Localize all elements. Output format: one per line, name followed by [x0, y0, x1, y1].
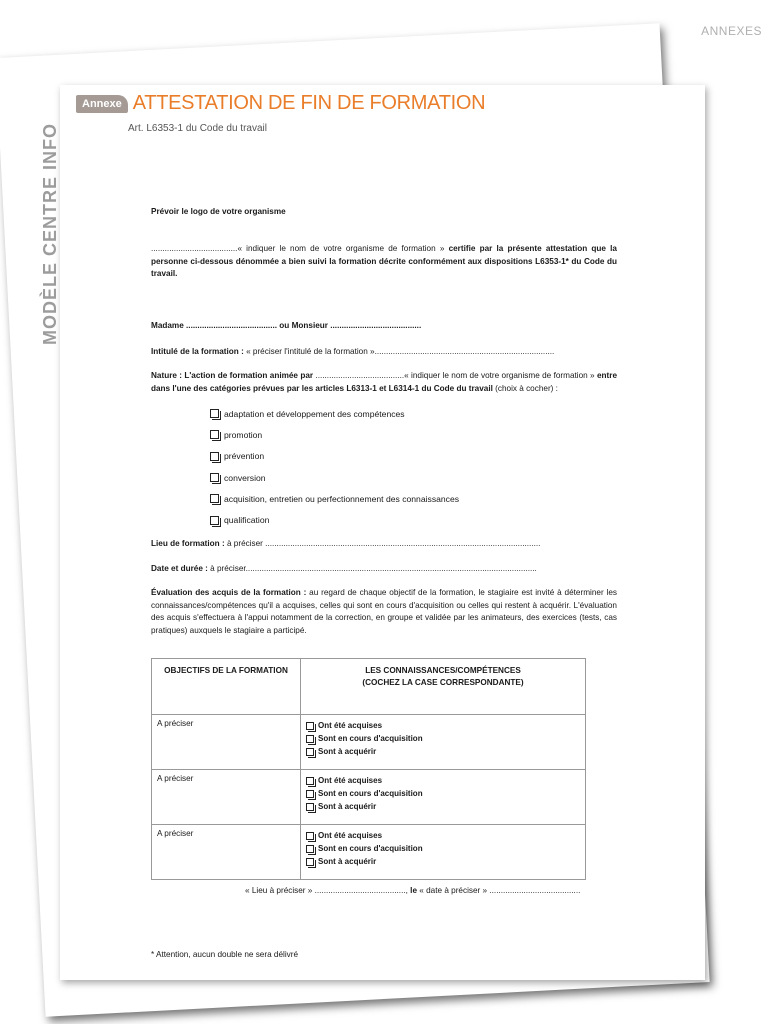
document-header — [76, 92, 485, 115]
checkbox-icon[interactable] — [306, 858, 314, 866]
intro-bold: certifie par la présente attestation que la personne ci-dessous dénommée a bien suivi la formation décrite conformément aux dispositions L6353-1* du Code du travail. — [151, 244, 617, 278]
lieu-value: à préciser ......................................................................................................................... — [224, 539, 541, 548]
checkbox-icon[interactable] — [306, 790, 314, 798]
checkbox-icon[interactable] — [306, 832, 314, 840]
footnote: * Attention, aucun double ne sera délivré — [151, 950, 299, 959]
category-item[interactable] — [210, 509, 459, 530]
option-item[interactable] — [306, 719, 580, 732]
option-label: Sont à acquérir — [318, 802, 377, 811]
header-skills-line1: LES CONNAISSANCES/COMPÉTENCES — [365, 666, 521, 675]
date-label: Date et durée : — [151, 564, 208, 573]
nature-paragraph — [151, 370, 617, 395]
category-label: adaptation et développement des compétences — [224, 408, 405, 419]
lieu-label: Lieu de formation : — [151, 539, 225, 548]
annexes-label: ANNEXES — [701, 24, 762, 38]
nature-bold: entre dans l'une des catégories prévues par les articles L6313-1 et L6314-1 du Code du travail — [151, 371, 617, 393]
category-label: conversion — [224, 472, 266, 483]
category-checklist — [210, 403, 459, 531]
option-label: Ont été acquises — [318, 776, 383, 785]
option-item[interactable] — [306, 855, 580, 868]
signature-lieu: « Lieu à préciser » ........................................, — [245, 886, 408, 895]
signature-le: le — [407, 886, 418, 895]
checkbox-icon[interactable] — [306, 748, 314, 756]
evaluation-label: Évaluation des acquis de la formation : — [151, 588, 307, 597]
category-label: qualification — [224, 515, 270, 526]
table-header-objectives: OBJECTIFS DE LA FORMATION — [152, 659, 301, 715]
option-item[interactable] — [306, 787, 580, 800]
option-label: Sont à acquérir — [318, 857, 377, 866]
category-item[interactable] — [210, 446, 459, 467]
checkbox-icon[interactable] — [210, 473, 219, 482]
option-label: Sont en cours d'acquisition — [318, 734, 423, 743]
date-line — [151, 563, 617, 576]
intitule-line — [151, 346, 617, 359]
signature-line — [245, 886, 580, 895]
table-header-skills — [301, 659, 586, 715]
option-item[interactable] — [306, 774, 580, 787]
checkbox-icon[interactable] — [210, 494, 219, 503]
table-row — [152, 770, 586, 825]
logo-note: Prévoir le logo de votre organisme — [151, 207, 286, 216]
nature-label: Nature : L'action de formation animée par — [151, 371, 314, 380]
evaluation-text: au regard de chaque objectif de la formation, le stagiaire est invité à déterminer les connaissances/compétences qu'il a acquises, celles qui sont en cours d'acquisition ou celles qui restent à acquérir. L'évaluation des acquis s'effectuera à l'appui notamment de la correction, en groupe et validée par les animateurs, des exercices (tests, cas pratiques) auxquels le stagiaire a participé. — [151, 588, 617, 635]
category-label: promotion — [224, 429, 263, 440]
category-item[interactable] — [210, 488, 459, 509]
category-item[interactable] — [210, 424, 459, 445]
document-title: ATTESTATION DE FIN DE FORMATION — [132, 92, 486, 114]
option-label: Ont été acquises — [318, 721, 383, 730]
options-cell — [301, 825, 586, 880]
category-item[interactable] — [210, 467, 459, 488]
checkbox-icon[interactable] — [306, 722, 314, 730]
option-item[interactable] — [306, 842, 580, 855]
intro-paragraph — [151, 243, 617, 281]
option-item[interactable] — [306, 745, 580, 758]
table-header-row — [152, 659, 586, 715]
option-label: Sont en cours d'acquisition — [318, 844, 423, 853]
madame-line: Madame ........................................ ou Monsieur ........................................ — [151, 321, 422, 330]
category-item[interactable] — [210, 403, 459, 424]
options-cell — [301, 715, 586, 770]
signature-date: « date à préciser » ........................................ — [417, 886, 581, 895]
checkbox-icon[interactable] — [306, 845, 314, 853]
checkbox-icon[interactable] — [210, 409, 219, 418]
options-cell — [301, 770, 586, 825]
table-row — [152, 825, 586, 880]
nature-dots: ....................................... — [313, 371, 405, 380]
checkbox-icon[interactable] — [210, 430, 219, 439]
category-label: prévention — [224, 451, 265, 462]
nature-tail: (choix à cocher) : — [492, 383, 558, 393]
objective-cell: A préciser — [152, 770, 301, 825]
option-item[interactable] — [306, 800, 580, 813]
checkbox-icon[interactable] — [306, 803, 314, 811]
intro-indication: « indiquer le nom de votre organisme de formation » — [237, 244, 445, 253]
intitule-value: « préciser l'intitulé de la formation »............................................................................... — [243, 347, 555, 356]
date-value: à préciser................................................................................................................................ — [207, 564, 537, 573]
objective-cell: A préciser — [152, 715, 301, 770]
evaluation-table — [151, 658, 586, 880]
option-item[interactable] — [306, 732, 580, 745]
nature-indication: « indiquer le nom de votre organisme de formation » — [404, 371, 595, 380]
intro-dots: ...................................... — [151, 244, 238, 253]
objective-cell: A préciser — [152, 825, 301, 880]
option-item[interactable] — [306, 829, 580, 842]
side-label: MODÈLE CENTRE INFO — [40, 122, 60, 345]
option-label: Sont en cours d'acquisition — [318, 789, 423, 798]
option-label: Ont été acquises — [318, 831, 383, 840]
annexe-tag: Annexe — [76, 95, 128, 113]
intitule-label: Intitulé de la formation : — [151, 347, 244, 356]
checkbox-icon[interactable] — [210, 452, 219, 461]
document-subtitle: Art. L6353-1 du Code du travail — [128, 123, 267, 134]
header-skills-line2: (COCHEZ LA CASE CORRESPONDANTE) — [362, 678, 524, 687]
checkbox-icon[interactable] — [306, 777, 314, 785]
checkbox-icon[interactable] — [210, 516, 219, 525]
table-row — [152, 715, 586, 770]
option-label: Sont à acquérir — [318, 747, 377, 756]
checkbox-icon[interactable] — [306, 735, 314, 743]
evaluation-paragraph — [151, 587, 617, 637]
lieu-line — [151, 538, 617, 551]
category-label: acquisition, entretien ou perfectionnement des connaissances — [224, 493, 460, 504]
